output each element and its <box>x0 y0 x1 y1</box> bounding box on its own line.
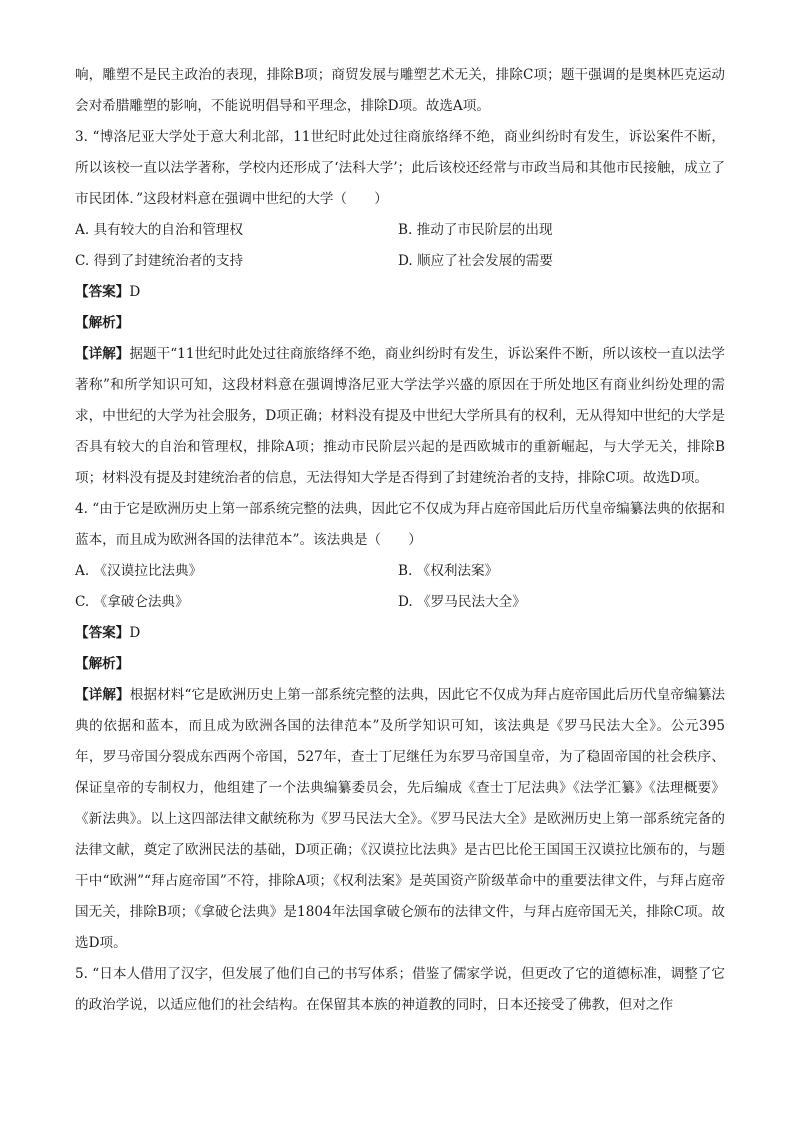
document-page <box>75 60 725 1021</box>
question-4-answer <box>75 618 725 649</box>
detail-tag: 【详解】 <box>75 687 130 703</box>
question-3-options-row-1 <box>75 215 725 246</box>
question-3-analysis-heading <box>75 308 725 339</box>
question-4-analysis-heading <box>75 649 725 680</box>
question-4-option-d[interactable]: D. 《罗马民法大全》 <box>398 594 526 610</box>
question-3-detail <box>75 339 725 494</box>
question-3-option-d[interactable]: D. 顺应了社会发展的需要 <box>398 253 553 269</box>
question-3-option-b[interactable]: B. 推动了市民阶层的出现 <box>398 222 553 238</box>
question-4-option-c[interactable]: C. 《拿破仑法典》 <box>75 594 189 610</box>
question-3-options-row-2 <box>75 246 725 277</box>
answer-tag: 【答案】 <box>75 625 130 641</box>
question-5-stem: 5. “日本人借用了汉字，但发展了他们自己的书写体系；借鉴了儒家学说，但更改了它的道德标准，调整了它的政治学说，以适应他们的社会结构。在保留其本族的神道教的同时，日本还接受了佛教，但对之作 <box>75 966 725 1013</box>
question-4-option-b[interactable]: B. 《权利法案》 <box>398 563 499 579</box>
analysis-tag: 【解析】 <box>75 656 130 672</box>
question-4-stem: 4. “由于它是欧洲历史上第一部系统完整的法典，因此它不仅成为拜占庭帝国此后历代皇帝编纂法典的依据和蓝本，而且成为欧洲各国的法律范本”。该法典是（ ） <box>75 501 725 548</box>
question-3-stem: 3. “博洛尼亚大学处于意大利北部，11世纪时此处过往商旅络绎不绝，商业纠纷时有发生，诉讼案件不断，所以该校一直以法学著称，学校内还形成了‘法科大学’；此后该校还经常与市政当局和其他市民接触，成立了市民团体．”这段材料意在强调中世纪的大学（ ） <box>75 129 725 207</box>
detail-text: 根据材料“它是欧洲历史上第一部系统完整的法典，因此它不仅成为拜占庭帝国此后历代皇帝编纂法典的依据和蓝本，而且成为欧洲各国的法律范本”及所学知识可知，该法典是《罗马民法大全》。公元395年，罗马帝国分裂成东西两个帝国，527年，查士丁尼继任为东罗马帝国皇帝，为了稳固帝国的社会秩序、保证皇帝的专制权力，他组建了一个法典编纂委员会，先后编成《查士丁尼法典》《法学汇纂》《法理概要》《新法典》。以上这四部法律文献统称为《罗马民法大全》。《罗马民法大全》是欧洲历史上第一部系统完备的法律文献，奠定了欧洲民法的基础，D项正确；《汉谟拉比法典》是古巴比伦王国国王汉谟拉比颁布的，与题干中“欧洲”“拜占庭帝国”不符，排除A项；《权利法案》是英国资产阶级革命中的重要法律文件，与拜占庭帝国无关，排除B项；《拿破仑法典》是1804年法国拿破仑颁布的法律文件，与拜占庭帝国无关，排除C项。故选D项。 <box>75 687 726 951</box>
analysis-tag: 【解析】 <box>75 315 130 331</box>
question-4-option-a[interactable]: A. 《汉谟拉比法典》 <box>75 563 203 579</box>
answer-value: D <box>129 284 141 300</box>
previous-explanation-tail: 响，雕塑不是民主政治的表现，排除B项；商贸发展与雕塑艺术无关，排除C项；题干强调的是奥林匹克运动会对希腊雕塑的影响，不能说明倡导和平理念，排除D项。故选A项。 <box>75 67 725 114</box>
question-4-options-row-2 <box>75 587 725 618</box>
question-4-options-row-1 <box>75 556 725 587</box>
answer-tag: 【答案】 <box>75 284 130 300</box>
question-3-answer <box>75 277 725 308</box>
question-4-detail <box>75 680 725 959</box>
detail-tag: 【详解】 <box>75 346 130 362</box>
answer-value: D <box>129 625 141 641</box>
detail-text: 据题干“11世纪时此处过往商旅络绎不绝，商业纠纷时有发生，诉讼案件不断，所以该校一直以法学著称”和所学知识可知，这段材料意在强调博洛尼亚大学法学兴盛的原因在于所处地区有商业纠纷处理的需求，中世纪的大学为社会服务，D项正确；材料没有提及中世纪大学所具有的权利，无从得知中世纪的大学是否具有较大的自治和管理权，排除A项；推动市民阶层兴起的是西欧城市的重新崛起，与大学无关，排除B项；材料没有提及封建统治者的信息，无法得知大学是否得到了封建统治者的支持，排除C项。故选D项。 <box>75 346 726 486</box>
question-3-option-c[interactable]: C. 得到了封建统治者的支持 <box>75 253 244 269</box>
question-3-option-a[interactable]: A. 具有较大的自治和管理权 <box>75 222 243 238</box>
